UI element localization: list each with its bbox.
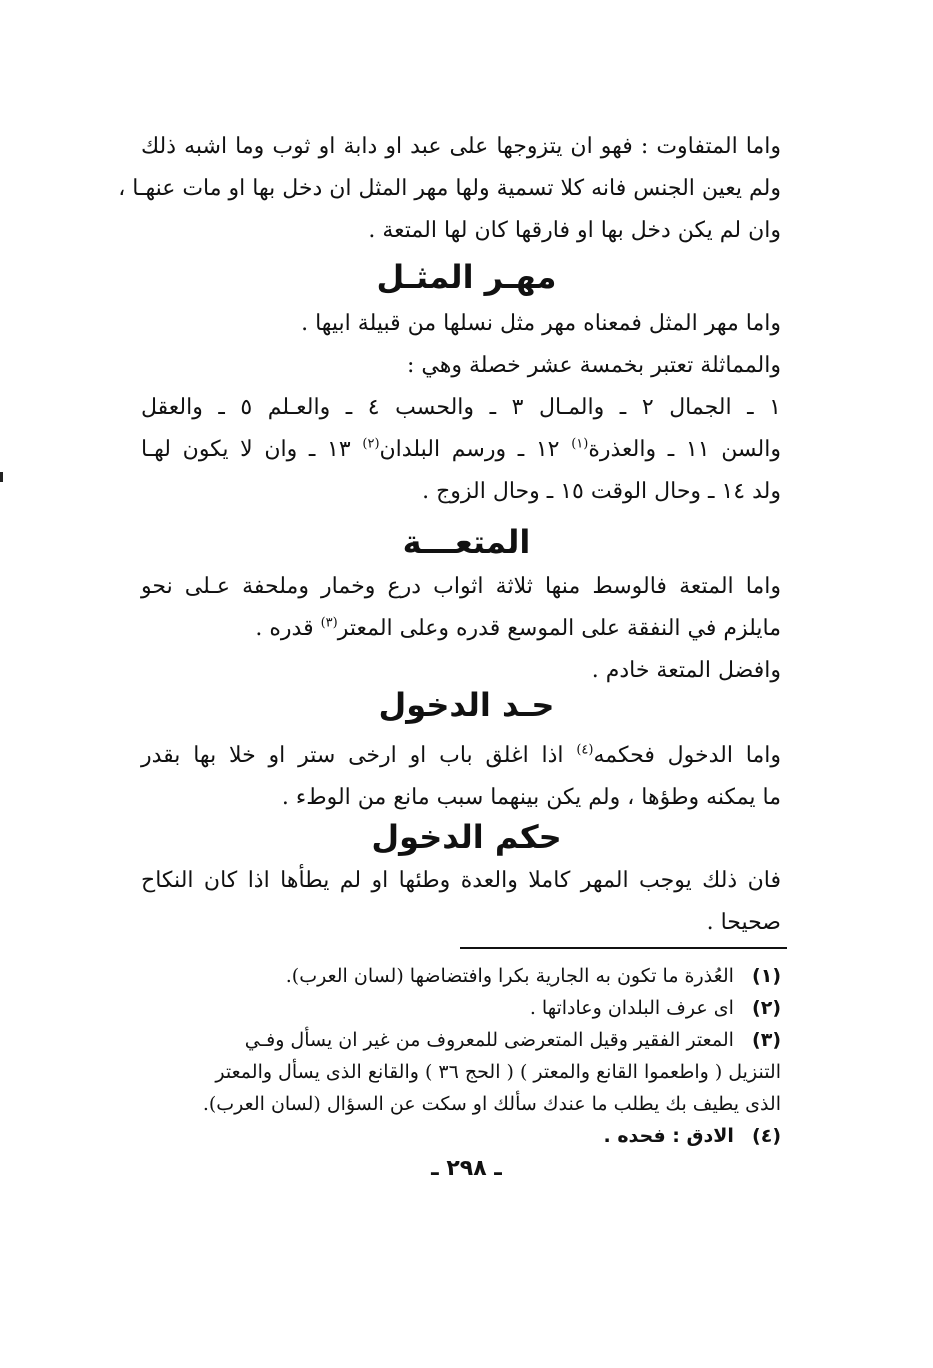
footnote-ref-2[interactable]: (٢) <box>362 436 380 452</box>
footnote-ref-1[interactable]: (١) <box>571 436 589 452</box>
footnote-number: (٢) <box>752 997 781 1019</box>
text-segment: مايلزم في النفقة على الموسع قدره وعلى المعتر <box>337 616 781 641</box>
footnote-3-continued: التنزيل ( واطعموا القانع والمعتر ) ( الحج ٣٦ ) والقانع الذى يسأل والمعتر <box>215 1061 781 1083</box>
mutah-paragraph <box>141 566 781 692</box>
text-line: فان ذلك يوجب المهر كاملا والعدة وطئها او لم يطأها اذا كان النكاح <box>141 868 781 893</box>
text-segment: والسن ١١ ـ والعذرة <box>588 437 782 462</box>
text-line: وافضل المتعة خادم . <box>591 658 781 683</box>
text-line <box>141 429 781 471</box>
text-line <box>141 608 781 650</box>
text-line: واما المتفاوت : فهو ان يتزوجها على عبد او دابة او ثوب وما اشبه ذلك <box>141 134 781 159</box>
footnote-number: (٣) <box>752 1029 781 1051</box>
text-line: ولد ١٤ ـ وحال الوقت ١٥ ـ وحال الزوج . <box>422 479 781 504</box>
footnote-ref-3[interactable]: (٣) <box>320 615 338 631</box>
intro-paragraph <box>118 126 781 252</box>
footnote-number: (١) <box>752 965 781 987</box>
hadd-dukhul-paragraph <box>141 735 781 819</box>
footnote-1 <box>141 960 781 992</box>
footnotes <box>141 960 781 1152</box>
scan-mark <box>0 472 3 482</box>
heading-hukm-dukhul: حكم الدخول <box>371 818 562 856</box>
footnote-2 <box>141 992 781 1024</box>
text-line: ولم يعين الجنس فانه كلا تسمية ولها مهر المثل ان دخل بها او مات عنهـا ، <box>118 176 781 201</box>
footnote-number: (٤) <box>752 1125 781 1147</box>
heading-hadd-dukhul: حـد الدخول <box>378 686 555 724</box>
text-line: واما مهر المثل فمعناه مهر مثل نسلها من قبيلة ابيها . <box>301 311 781 336</box>
text-line: ١ ـ الجمال ٢ ـ والمـال ٣ ـ والحسب ٤ ـ والعـلم ٥ ـ والعقل <box>141 395 781 420</box>
text-line <box>141 735 781 777</box>
footnote-text: العُذرة ما تكون به الجارية بكرا وافتضاضها (لسان العرب). <box>285 965 734 987</box>
heading-mutah: المتعـــة <box>402 523 531 561</box>
text-line: والمماثلة تعتبر بخمسة عشر خصلة وهي : <box>407 353 781 378</box>
footnote-ref-4[interactable]: (٤) <box>576 742 594 758</box>
text-line: صحيحا . <box>706 910 781 935</box>
footnote-text: المعتر الفقير وقيل المتعرضى للمعروف من غير ان يسأل وفـي <box>244 1029 734 1051</box>
text-segment: قدره . <box>255 616 314 641</box>
footnote-4 <box>141 1120 781 1152</box>
page-number: ـ ٢٩٨ ـ <box>431 1156 502 1181</box>
text-line: وان لم يكن دخل بها او فارقها كان لها المتعة . <box>368 218 781 243</box>
footnote-text: اى عرف البلدان وعاداتها . <box>529 997 734 1019</box>
heading-mahr-mithl: مهـر المثـل <box>376 258 557 296</box>
text-segment: اذا اغلق باب او ارخى ستر او خلا بها بقدر <box>141 743 564 768</box>
hukm-dukhul-paragraph <box>141 860 781 944</box>
footnote-3 <box>141 1024 781 1056</box>
text-segment: ١٢ ـ ورسم البلدان <box>379 437 560 462</box>
mahr-mithl-paragraph <box>141 303 781 513</box>
footnote-divider <box>460 947 787 949</box>
footnote-3-continued: الذى يطيف بك يطلب ما عندك سألك او سكت عن السؤال (لسان العرب). <box>202 1093 781 1115</box>
text-line: واما المتعة فالوسط منها ثلاثة اثواب درع وخمار وملحفة عـلى نحو <box>141 574 781 599</box>
text-segment: ١٣ ـ وان لا يكون لهـا <box>141 437 351 462</box>
text-line: ما يمكنه وطؤها ، ولم يكن بينهما سبب مانع من الوطء . <box>281 785 781 810</box>
text-segment: واما الدخول فحكمه <box>593 743 782 768</box>
footnote-text: الادق : فحده . <box>603 1125 734 1147</box>
